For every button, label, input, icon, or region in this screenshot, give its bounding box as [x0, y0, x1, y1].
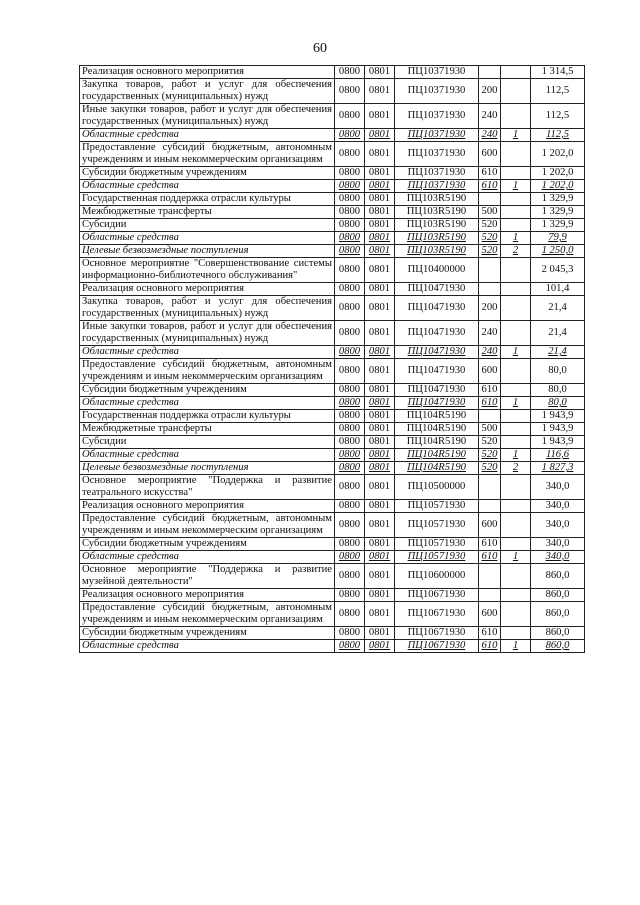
- row-name-cell: Областные средства: [80, 346, 335, 359]
- expense-type-cell: 610: [479, 397, 501, 410]
- table-row: [80, 258, 585, 283]
- section-code-cell: 0800: [335, 410, 365, 423]
- amount-cell: 1 314,5: [531, 66, 585, 79]
- row-name-cell: Субсидии бюджетным учреждениям: [80, 167, 335, 180]
- subsection-code-cell: 0801: [365, 513, 395, 538]
- subsection-code-cell: 0801: [365, 206, 395, 219]
- amount-cell: 2 045,3: [531, 258, 585, 283]
- expense-type-cell: 240: [479, 346, 501, 359]
- section-code-cell: 0800: [335, 142, 365, 167]
- amount-cell: 340,0: [531, 513, 585, 538]
- section-code-cell: 0800: [335, 206, 365, 219]
- section-code-cell: 0800: [335, 564, 365, 589]
- subsection-code-cell: 0801: [365, 564, 395, 589]
- section-code-cell: 0800: [335, 589, 365, 602]
- row-name-cell: Целевые безвозмездные поступления: [80, 245, 335, 258]
- expense-type-cell: 500: [479, 206, 501, 219]
- section-code-cell: 0800: [335, 449, 365, 462]
- section-code-cell: 0800: [335, 384, 365, 397]
- amount-cell: 116,6: [531, 449, 585, 462]
- table-row: [80, 66, 585, 79]
- table-row: [80, 551, 585, 564]
- funding-source-cell: [501, 206, 531, 219]
- funding-source-cell: [501, 283, 531, 296]
- funding-source-cell: [501, 359, 531, 384]
- amount-cell: 112,5: [531, 104, 585, 129]
- funding-source-cell: [501, 564, 531, 589]
- amount-cell: 340,0: [531, 500, 585, 513]
- expense-type-cell: [479, 410, 501, 423]
- amount-cell: 112,5: [531, 129, 585, 142]
- amount-cell: 1 202,0: [531, 142, 585, 167]
- table-row: [80, 346, 585, 359]
- expense-type-cell: [479, 564, 501, 589]
- target-article-cell: ПЦ10471930: [395, 283, 479, 296]
- target-article-cell: ПЦ103R5190: [395, 206, 479, 219]
- section-code-cell: 0800: [335, 436, 365, 449]
- expense-type-cell: [479, 500, 501, 513]
- amount-cell: 80,0: [531, 359, 585, 384]
- section-code-cell: 0800: [335, 296, 365, 321]
- amount-cell: 79,9: [531, 232, 585, 245]
- expense-type-cell: [479, 589, 501, 602]
- table-row: [80, 397, 585, 410]
- section-code-cell: 0800: [335, 423, 365, 436]
- funding-source-cell: [501, 538, 531, 551]
- target-article-cell: ПЦ10471930: [395, 321, 479, 346]
- table-row: [80, 436, 585, 449]
- section-code-cell: 0800: [335, 475, 365, 500]
- subsection-code-cell: 0801: [365, 410, 395, 423]
- subsection-code-cell: 0801: [365, 627, 395, 640]
- amount-cell: 112,5: [531, 79, 585, 104]
- table-row: [80, 180, 585, 193]
- funding-source-cell: [501, 104, 531, 129]
- table-row: [80, 589, 585, 602]
- subsection-code-cell: 0801: [365, 104, 395, 129]
- subsection-code-cell: 0801: [365, 167, 395, 180]
- amount-cell: 860,0: [531, 602, 585, 627]
- section-code-cell: 0800: [335, 167, 365, 180]
- table-row: [80, 423, 585, 436]
- target-article-cell: ПЦ104R5190: [395, 449, 479, 462]
- table-row: [80, 513, 585, 538]
- row-name-cell: Субсидии бюджетным учреждениям: [80, 627, 335, 640]
- amount-cell: 860,0: [531, 589, 585, 602]
- amount-cell: 860,0: [531, 627, 585, 640]
- subsection-code-cell: 0801: [365, 193, 395, 206]
- table-row: [80, 384, 585, 397]
- amount-cell: 1 329,9: [531, 219, 585, 232]
- subsection-code-cell: 0801: [365, 321, 395, 346]
- subsection-code-cell: 0801: [365, 346, 395, 359]
- row-name-cell: Субсидии: [80, 436, 335, 449]
- expense-type-cell: 610: [479, 551, 501, 564]
- table-row: [80, 462, 585, 475]
- expense-type-cell: 600: [479, 359, 501, 384]
- row-name-cell: Целевые безвозмездные поступления: [80, 462, 335, 475]
- amount-cell: 340,0: [531, 538, 585, 551]
- expense-type-cell: 600: [479, 142, 501, 167]
- expense-type-cell: 200: [479, 79, 501, 104]
- row-name-cell: Основное мероприятие "Поддержка и развитие музейной деятельности": [80, 564, 335, 589]
- section-code-cell: 0800: [335, 359, 365, 384]
- subsection-code-cell: 0801: [365, 232, 395, 245]
- row-name-cell: Областные средства: [80, 232, 335, 245]
- row-name-cell: Предоставление субсидий бюджетным, автономным учреждениям и иным некоммерческим организациям: [80, 142, 335, 167]
- funding-source-cell: 1: [501, 397, 531, 410]
- target-article-cell: ПЦ10371930: [395, 104, 479, 129]
- table-row: [80, 167, 585, 180]
- amount-cell: 1 827,3: [531, 462, 585, 475]
- section-code-cell: 0800: [335, 602, 365, 627]
- section-code-cell: 0800: [335, 551, 365, 564]
- expense-type-cell: [479, 283, 501, 296]
- section-code-cell: 0800: [335, 538, 365, 551]
- amount-cell: 21,4: [531, 346, 585, 359]
- subsection-code-cell: 0801: [365, 142, 395, 167]
- expense-type-cell: [479, 193, 501, 206]
- subsection-code-cell: 0801: [365, 258, 395, 283]
- funding-source-cell: 1: [501, 180, 531, 193]
- amount-cell: 1 250,0: [531, 245, 585, 258]
- amount-cell: 1 202,0: [531, 167, 585, 180]
- target-article-cell: ПЦ104R5190: [395, 436, 479, 449]
- funding-source-cell: [501, 602, 531, 627]
- section-code-cell: 0800: [335, 129, 365, 142]
- row-name-cell: Областные средства: [80, 449, 335, 462]
- expense-type-cell: 520: [479, 462, 501, 475]
- section-code-cell: 0800: [335, 180, 365, 193]
- expense-type-cell: 600: [479, 513, 501, 538]
- table-row: [80, 538, 585, 551]
- expense-type-cell: 520: [479, 245, 501, 258]
- funding-source-cell: [501, 436, 531, 449]
- target-article-cell: ПЦ10671930: [395, 640, 479, 653]
- expense-type-cell: [479, 66, 501, 79]
- section-code-cell: 0800: [335, 321, 365, 346]
- row-name-cell: Субсидии: [80, 219, 335, 232]
- section-code-cell: 0800: [335, 500, 365, 513]
- expense-type-cell: 240: [479, 104, 501, 129]
- section-code-cell: 0800: [335, 397, 365, 410]
- subsection-code-cell: 0801: [365, 462, 395, 475]
- row-name-cell: Областные средства: [80, 129, 335, 142]
- row-name-cell: Межбюджетные трансферты: [80, 206, 335, 219]
- section-code-cell: 0800: [335, 346, 365, 359]
- section-code-cell: 0800: [335, 640, 365, 653]
- subsection-code-cell: 0801: [365, 283, 395, 296]
- table-row: [80, 564, 585, 589]
- funding-source-cell: [501, 296, 531, 321]
- table-row: [80, 206, 585, 219]
- funding-source-cell: [501, 219, 531, 232]
- target-article-cell: ПЦ10571930: [395, 538, 479, 551]
- section-code-cell: 0800: [335, 193, 365, 206]
- amount-cell: 340,0: [531, 551, 585, 564]
- subsection-code-cell: 0801: [365, 245, 395, 258]
- amount-cell: 860,0: [531, 564, 585, 589]
- subsection-code-cell: 0801: [365, 551, 395, 564]
- target-article-cell: ПЦ103R5190: [395, 232, 479, 245]
- table-row: [80, 104, 585, 129]
- section-code-cell: 0800: [335, 513, 365, 538]
- funding-source-cell: [501, 193, 531, 206]
- subsection-code-cell: 0801: [365, 602, 395, 627]
- funding-source-cell: 1: [501, 129, 531, 142]
- expense-type-cell: 520: [479, 449, 501, 462]
- row-name-cell: Субсидии бюджетным учреждениям: [80, 384, 335, 397]
- expense-type-cell: 610: [479, 627, 501, 640]
- expense-type-cell: 610: [479, 180, 501, 193]
- section-code-cell: 0800: [335, 462, 365, 475]
- target-article-cell: ПЦ10371930: [395, 142, 479, 167]
- target-article-cell: ПЦ10371930: [395, 79, 479, 104]
- funding-source-cell: 1: [501, 551, 531, 564]
- subsection-code-cell: 0801: [365, 79, 395, 104]
- amount-cell: 860,0: [531, 640, 585, 653]
- expense-type-cell: 610: [479, 538, 501, 551]
- funding-source-cell: 1: [501, 640, 531, 653]
- row-name-cell: Государственная поддержка отрасли культуры: [80, 193, 335, 206]
- amount-cell: 1 202,0: [531, 180, 585, 193]
- expense-type-cell: 520: [479, 232, 501, 245]
- amount-cell: 1 943,9: [531, 436, 585, 449]
- subsection-code-cell: 0801: [365, 436, 395, 449]
- budget-table-body: [80, 66, 585, 653]
- table-row: [80, 475, 585, 500]
- row-name-cell: Реализация основного мероприятия: [80, 66, 335, 79]
- funding-source-cell: [501, 475, 531, 500]
- target-article-cell: ПЦ10471930: [395, 296, 479, 321]
- funding-source-cell: [501, 627, 531, 640]
- row-name-cell: Реализация основного мероприятия: [80, 589, 335, 602]
- expense-type-cell: 610: [479, 640, 501, 653]
- row-name-cell: Областные средства: [80, 397, 335, 410]
- row-name-cell: Областные средства: [80, 640, 335, 653]
- funding-source-cell: [501, 79, 531, 104]
- amount-cell: 80,0: [531, 397, 585, 410]
- expense-type-cell: 610: [479, 167, 501, 180]
- expense-type-cell: 520: [479, 219, 501, 232]
- section-code-cell: 0800: [335, 258, 365, 283]
- subsection-code-cell: 0801: [365, 423, 395, 436]
- expense-type-cell: 500: [479, 423, 501, 436]
- table-row: [80, 245, 585, 258]
- row-name-cell: Областные средства: [80, 180, 335, 193]
- funding-source-cell: 1: [501, 346, 531, 359]
- target-article-cell: ПЦ10371930: [395, 66, 479, 79]
- row-name-cell: Иные закупки товаров, работ и услуг для обеспечения государственных (муниципальных) нужд: [80, 104, 335, 129]
- amount-cell: 340,0: [531, 475, 585, 500]
- row-name-cell: Реализация основного мероприятия: [80, 500, 335, 513]
- table-row: [80, 129, 585, 142]
- target-article-cell: ПЦ10571930: [395, 500, 479, 513]
- funding-source-cell: 1: [501, 449, 531, 462]
- target-article-cell: ПЦ103R5190: [395, 193, 479, 206]
- expense-type-cell: 610: [479, 384, 501, 397]
- table-row: [80, 283, 585, 296]
- table-row: [80, 219, 585, 232]
- expense-type-cell: 240: [479, 321, 501, 346]
- table-row: [80, 640, 585, 653]
- subsection-code-cell: 0801: [365, 589, 395, 602]
- table-row: [80, 296, 585, 321]
- subsection-code-cell: 0801: [365, 538, 395, 551]
- table-row: [80, 232, 585, 245]
- funding-source-cell: [501, 321, 531, 346]
- section-code-cell: 0800: [335, 245, 365, 258]
- subsection-code-cell: 0801: [365, 397, 395, 410]
- amount-cell: 80,0: [531, 384, 585, 397]
- budget-table: [79, 65, 585, 653]
- page-number: 60: [313, 41, 327, 56]
- target-article-cell: ПЦ10671930: [395, 589, 479, 602]
- section-code-cell: 0800: [335, 219, 365, 232]
- funding-source-cell: [501, 142, 531, 167]
- row-name-cell: Реализация основного мероприятия: [80, 283, 335, 296]
- table-row: [80, 321, 585, 346]
- section-code-cell: 0800: [335, 627, 365, 640]
- row-name-cell: Межбюджетные трансферты: [80, 423, 335, 436]
- subsection-code-cell: 0801: [365, 449, 395, 462]
- target-article-cell: ПЦ10371930: [395, 129, 479, 142]
- section-code-cell: 0800: [335, 104, 365, 129]
- table-row: [80, 193, 585, 206]
- subsection-code-cell: 0801: [365, 640, 395, 653]
- amount-cell: 1 943,9: [531, 410, 585, 423]
- expense-type-cell: 520: [479, 436, 501, 449]
- target-article-cell: ПЦ10600000: [395, 564, 479, 589]
- subsection-code-cell: 0801: [365, 359, 395, 384]
- funding-source-cell: 2: [501, 462, 531, 475]
- amount-cell: 1 329,9: [531, 206, 585, 219]
- subsection-code-cell: 0801: [365, 296, 395, 321]
- target-article-cell: ПЦ10400000: [395, 258, 479, 283]
- expense-type-cell: 200: [479, 296, 501, 321]
- target-article-cell: ПЦ10471930: [395, 397, 479, 410]
- row-name-cell: Основное мероприятие "Совершенствование системы информационно-библиотечного обслуживания": [80, 258, 335, 283]
- target-article-cell: ПЦ10671930: [395, 627, 479, 640]
- target-article-cell: ПЦ104R5190: [395, 410, 479, 423]
- expense-type-cell: 600: [479, 602, 501, 627]
- table-row: [80, 500, 585, 513]
- expense-type-cell: [479, 475, 501, 500]
- amount-cell: 21,4: [531, 296, 585, 321]
- row-name-cell: Субсидии бюджетным учреждениям: [80, 538, 335, 551]
- subsection-code-cell: 0801: [365, 180, 395, 193]
- row-name-cell: Закупка товаров, работ и услуг для обеспечения государственных (муниципальных) нужд: [80, 79, 335, 104]
- table-row: [80, 79, 585, 104]
- table-row: [80, 602, 585, 627]
- section-code-cell: 0800: [335, 283, 365, 296]
- row-name-cell: Областные средства: [80, 551, 335, 564]
- table-row: [80, 142, 585, 167]
- target-article-cell: ПЦ10371930: [395, 180, 479, 193]
- table-row: [80, 449, 585, 462]
- funding-source-cell: 1: [501, 232, 531, 245]
- target-article-cell: ПЦ10500000: [395, 475, 479, 500]
- target-article-cell: ПЦ104R5190: [395, 462, 479, 475]
- subsection-code-cell: 0801: [365, 129, 395, 142]
- table-row: [80, 410, 585, 423]
- table-row: [80, 627, 585, 640]
- target-article-cell: ПЦ10371930: [395, 167, 479, 180]
- subsection-code-cell: 0801: [365, 66, 395, 79]
- target-article-cell: ПЦ10471930: [395, 359, 479, 384]
- amount-cell: 21,4: [531, 321, 585, 346]
- subsection-code-cell: 0801: [365, 219, 395, 232]
- section-code-cell: 0800: [335, 66, 365, 79]
- funding-source-cell: [501, 410, 531, 423]
- section-code-cell: 0800: [335, 79, 365, 104]
- row-name-cell: Закупка товаров, работ и услуг для обеспечения государственных (муниципальных) нужд: [80, 296, 335, 321]
- funding-source-cell: [501, 384, 531, 397]
- amount-cell: 1 943,9: [531, 423, 585, 436]
- amount-cell: 1 329,9: [531, 193, 585, 206]
- target-article-cell: ПЦ10571930: [395, 513, 479, 538]
- target-article-cell: ПЦ103R5190: [395, 219, 479, 232]
- target-article-cell: ПЦ10471930: [395, 346, 479, 359]
- row-name-cell: Предоставление субсидий бюджетным, автономным учреждениям и иным некоммерческим организациям: [80, 602, 335, 627]
- table-row: [80, 359, 585, 384]
- row-name-cell: Иные закупки товаров, работ и услуг для обеспечения государственных (муниципальных) нужд: [80, 321, 335, 346]
- funding-source-cell: [501, 500, 531, 513]
- expense-type-cell: [479, 258, 501, 283]
- amount-cell: 101,4: [531, 283, 585, 296]
- target-article-cell: ПЦ103R5190: [395, 245, 479, 258]
- row-name-cell: Основное мероприятие "Поддержка и развитие театрального искусства": [80, 475, 335, 500]
- funding-source-cell: [501, 589, 531, 602]
- funding-source-cell: 2: [501, 245, 531, 258]
- funding-source-cell: [501, 66, 531, 79]
- target-article-cell: ПЦ104R5190: [395, 423, 479, 436]
- subsection-code-cell: 0801: [365, 384, 395, 397]
- section-code-cell: 0800: [335, 232, 365, 245]
- subsection-code-cell: 0801: [365, 475, 395, 500]
- target-article-cell: ПЦ10471930: [395, 384, 479, 397]
- subsection-code-cell: 0801: [365, 500, 395, 513]
- target-article-cell: ПЦ10571930: [395, 551, 479, 564]
- row-name-cell: Государственная поддержка отрасли культуры: [80, 410, 335, 423]
- target-article-cell: ПЦ10671930: [395, 602, 479, 627]
- funding-source-cell: [501, 513, 531, 538]
- row-name-cell: Предоставление субсидий бюджетным, автономным учреждениям и иным некоммерческим организациям: [80, 513, 335, 538]
- funding-source-cell: [501, 423, 531, 436]
- funding-source-cell: [501, 258, 531, 283]
- expense-type-cell: 240: [479, 129, 501, 142]
- funding-source-cell: [501, 167, 531, 180]
- row-name-cell: Предоставление субсидий бюджетным, автономным учреждениям и иным некоммерческим организациям: [80, 359, 335, 384]
